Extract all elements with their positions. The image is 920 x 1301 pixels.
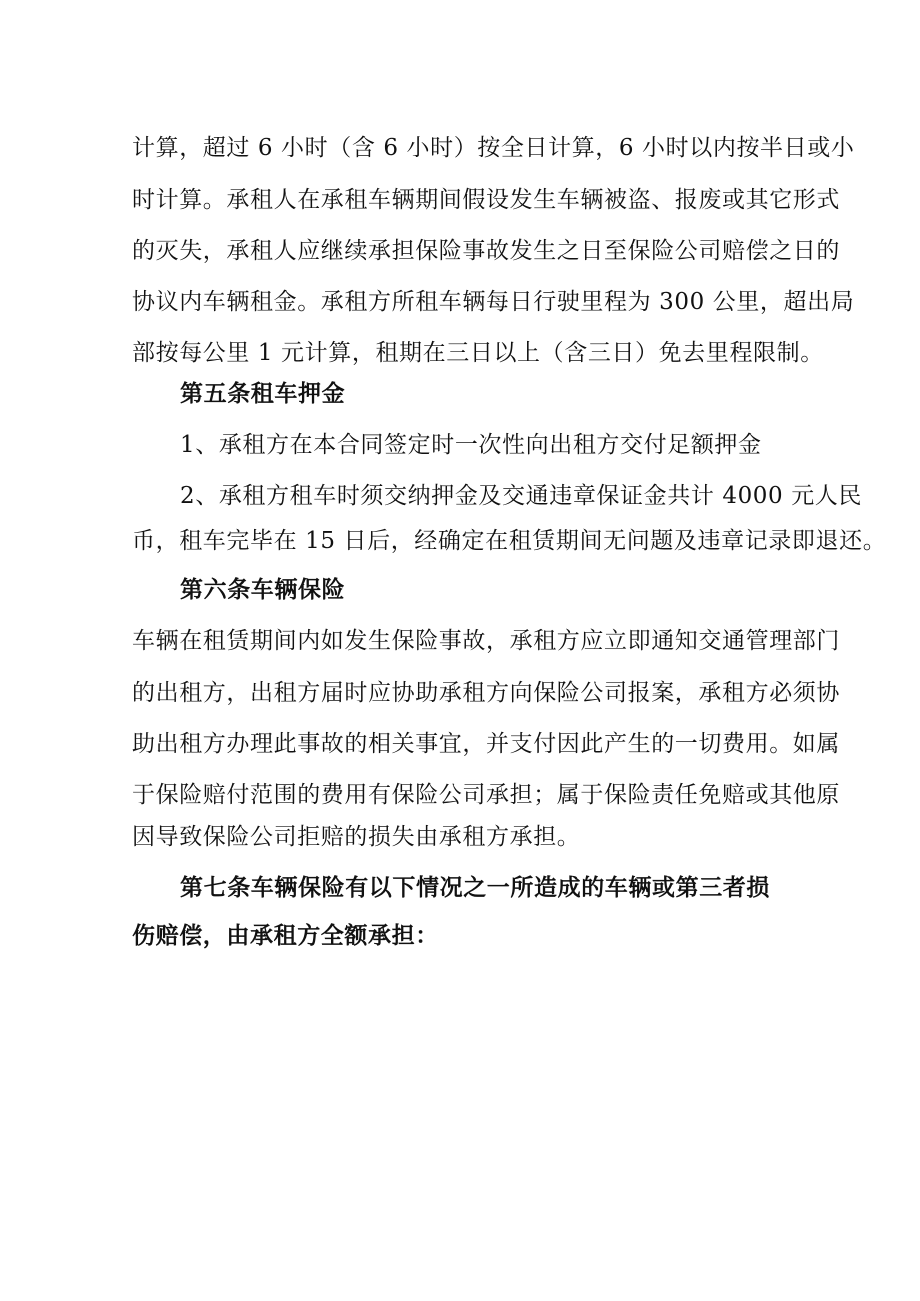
section-heading: 第六条车辆保险 [180, 577, 346, 603]
paragraph-line: 于保险赔付范围的费用有保险公司承担；属于保险责任免赔或其他原 [132, 782, 840, 808]
paragraph-line: 计算，超过 6 小时（含 6 小时）按全日计算，6 小时以内按半日或小 [132, 135, 855, 161]
paragraph-line: 助出租方办理此事故的相关事宜，并支付因此产生的一切费用。如属 [132, 731, 840, 757]
list-item: 1、承租方在本合同签定时一次性向出租方交付足额押金 [180, 432, 762, 458]
paragraph-line: 币，租车完毕在 15 日后，经确定在租赁期间无问题及违章记录即退还。 [132, 528, 887, 554]
paragraph-line: 协议内车辆租金。承租方所租车辆每日行驶里程为 300 公里，超出局 [132, 289, 855, 315]
paragraph-line: 车辆在租赁期间内如发生保险事故，承租方应立即通知交通管理部门 [132, 628, 840, 654]
section-heading: 第五条租车押金 [180, 381, 346, 407]
paragraph-line: 的灭失，承租人应继续承担保险事故发生之日至保险公司赔偿之日的 [132, 238, 840, 264]
section-heading: 第七条车辆保险有以下情况之一所造成的车辆或第三者损 [180, 875, 770, 901]
list-item: 2、承租方租车时须交纳押金及交通违章保证金共计 4000 元人民 [180, 483, 862, 509]
paragraph-line: 因导致保险公司拒赔的损失由承租方承担。 [132, 824, 581, 850]
section-heading: 伤赔偿，由承租方全额承担： [132, 923, 439, 949]
paragraph-line: 时计算。承租人在承租车辆期间假设发生车辆被盗、报废或其它形式 [132, 187, 840, 213]
paragraph-line: 部按每公里 1 元计算，租期在三日以上（含三日）免去里程限制。 [132, 340, 824, 366]
paragraph-line: 的出租方，出租方届时应协助承租方向保险公司报案，承租方必须协 [132, 680, 840, 706]
